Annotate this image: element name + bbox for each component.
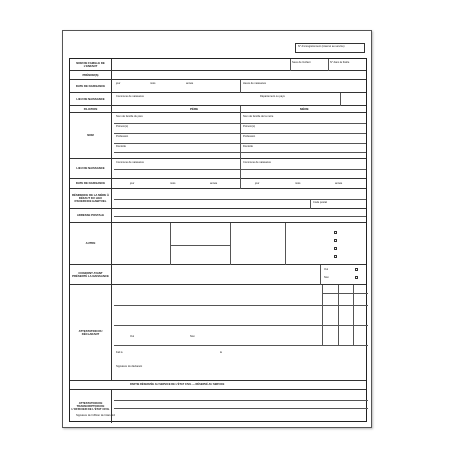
- label-attestation: ATTESTATION DU DÉCLARANT: [70, 285, 112, 380]
- date-mois: mois: [150, 82, 156, 85]
- label-nom-famille: NOM DE FAMILLE DE L'ENFANT: [70, 59, 112, 70]
- row-autre: [70, 223, 366, 265]
- row-partie-reservee: [70, 381, 366, 389]
- row-conjoint: [70, 265, 366, 285]
- field-profession-mere: Profession: [243, 135, 256, 138]
- field-profession-pere: Profession: [116, 135, 129, 138]
- label-adresse-postale: ADRESSE POSTALE: [70, 209, 112, 222]
- checkbox-autre-1[interactable]: [334, 231, 337, 234]
- attestation-oui: Oui: [130, 335, 135, 338]
- row-lieu-naissance: [70, 93, 366, 106]
- partie-reservee-note: PARTIE RÉSERVÉE AU SERVICE DE L'ÉTAT CIVIL — RÉSERVÉ AU SERVICE: [130, 383, 225, 386]
- label-filiation: FILIATION: [70, 106, 112, 112]
- field-commune-pere: Commune de naissance: [116, 161, 144, 164]
- mere-mois: mois: [295, 182, 301, 185]
- form-sheet: [62, 30, 372, 428]
- field-commune: Commune de naissance: [116, 95, 144, 98]
- field-heure: Heure de naissance: [243, 82, 267, 85]
- date-jour: jour: [116, 82, 121, 85]
- conjoint-oui: Oui: [324, 268, 329, 271]
- header-mere: MÈRE: [300, 107, 309, 111]
- date-annee: année: [186, 82, 194, 85]
- field-rang: N° dans la fratrie: [330, 61, 350, 64]
- row-attestation-officier: [70, 389, 366, 423]
- field-domicile-pere: Domicile: [116, 145, 126, 148]
- attestation-non: Non: [190, 335, 195, 338]
- row-attestation: [70, 285, 366, 381]
- label-lieu-naissance: LIEU DE NAISSANCE: [70, 93, 112, 105]
- row-nom-famille: [70, 59, 366, 71]
- label-nom: NOM: [70, 113, 112, 158]
- row-adresse-postale: [70, 209, 366, 223]
- row-lieu-naissance-parents: [70, 159, 366, 179]
- field-sexe: Sexe de l'enfant: [292, 61, 311, 64]
- checkbox-autre-4[interactable]: [334, 255, 337, 258]
- mere-annee: année: [335, 182, 343, 185]
- conjoint-non: Non: [324, 276, 329, 279]
- mere-jour: jour: [255, 182, 260, 185]
- pere-annee: année: [210, 182, 218, 185]
- form-body: [69, 58, 367, 422]
- checkbox-autre-3[interactable]: [334, 247, 337, 250]
- checkbox-conjoint-non[interactable]: [355, 276, 358, 279]
- field-nom-mere: Nom de famille de la mère: [243, 115, 274, 118]
- field-domicile-mere: Domicile: [243, 145, 253, 148]
- label-date-naissance: DATE DE NAISSANCE: [70, 80, 112, 92]
- label-autre: AUTRE: [70, 223, 112, 264]
- label-residence: RÉSIDENCE DE LA MÈRE À DÉFAUT DU LIEU D'EXERCICE HABITUEL: [70, 189, 112, 208]
- pere-jour: jour: [130, 182, 135, 185]
- attestation-signature: Signature du déclarant: [116, 365, 143, 368]
- registration-number-box: N° d'enregistrement (réservé au service): [295, 43, 365, 53]
- field-nom-pere: Nom de famille du père: [116, 115, 143, 118]
- field-prenoms-mere: Prénom(s): [243, 125, 256, 128]
- header-pere: PÈRE: [190, 107, 199, 111]
- field-commune-mere: Commune de naissance: [243, 161, 271, 164]
- row-prenoms: [70, 71, 366, 80]
- officier-signature: Signature de l'officier de l'état civil: [76, 414, 115, 417]
- row-nom-parents: [70, 113, 366, 159]
- row-date-naissance: [70, 80, 366, 93]
- checkbox-conjoint-oui[interactable]: [355, 268, 358, 271]
- label-date-naissance-parents: DATE DE NAISSANCE: [70, 179, 112, 188]
- row-filiation-header: [70, 106, 366, 113]
- label-prenoms: PRÉNOM(S): [70, 71, 112, 79]
- row-date-naissance-parents: [70, 179, 366, 189]
- attestation-fait-a: Fait à: [116, 351, 123, 354]
- field-prenoms-pere: Prénom(s): [116, 125, 129, 128]
- checkbox-autre-2[interactable]: [334, 239, 337, 242]
- row-residence: [70, 189, 366, 209]
- field-departement: Département ou pays: [260, 95, 285, 98]
- pere-mois: mois: [170, 182, 176, 185]
- label-conjoint: CONJOINT AYANT PRÉSENTÉ LA NAISSANCE: [70, 265, 112, 284]
- label-lieu-naissance-parents: LIEU DE NAISSANCE: [70, 159, 112, 178]
- field-code-postal: Code postal: [313, 201, 327, 204]
- label-attestation-officier: ATTESTATION DE TRANSCRIPTION DE L'OFFICIER DE L'ÉTAT CIVIL: [70, 390, 112, 423]
- attestation-le: le: [220, 351, 223, 354]
